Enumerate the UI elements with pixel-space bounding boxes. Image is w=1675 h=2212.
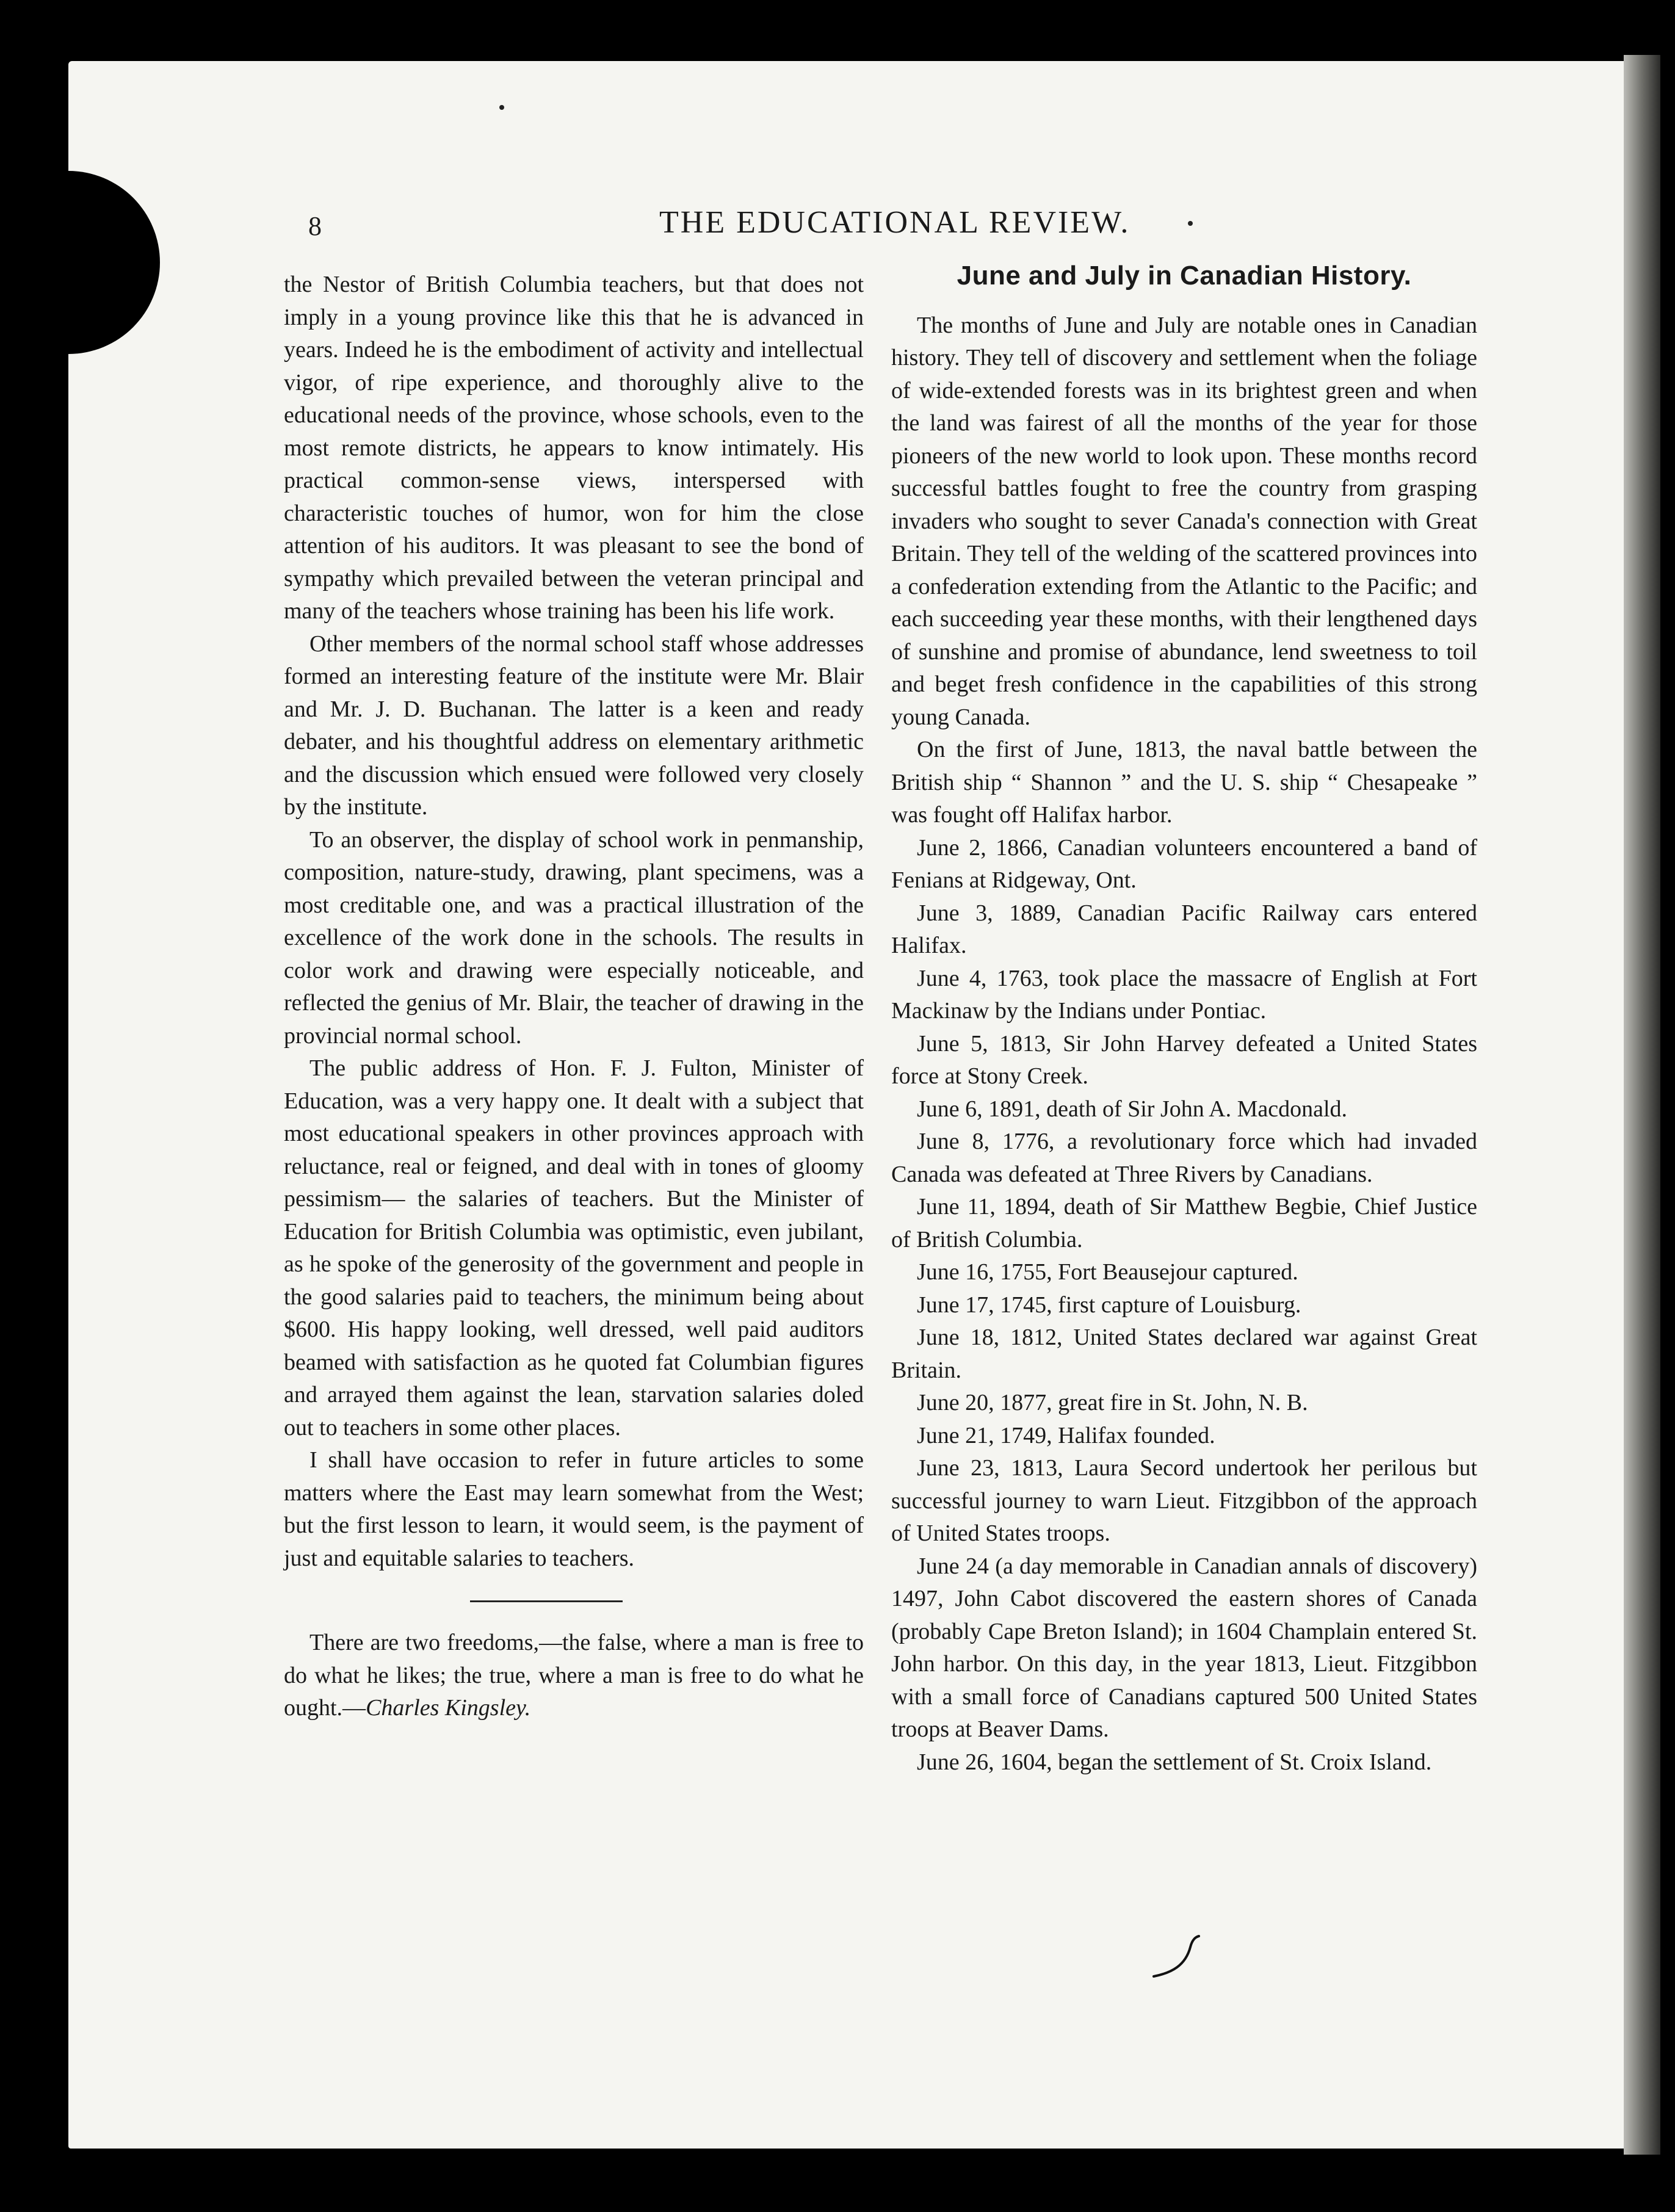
history-entry: June 20, 1877, great fire in St. John, N. B. — [917, 1390, 1308, 1415]
history-entry: June 3, 1889, Canadian Pacific Railway cars entered Halifax. — [891, 900, 1477, 958]
history-entry: June 17, 1745, first capture of Louisburg. — [917, 1292, 1301, 1318]
print-speck — [1188, 221, 1193, 226]
history-entry: On the first of June, 1813, the naval battle between the British ship “ Shannon ” and the U. S. ship “ Chesapeake ” was fought off Halifax harbor. — [891, 737, 1477, 828]
running-title: THE EDUCATIONAL REVIEW. — [659, 205, 1131, 240]
pencil-mark — [1148, 1929, 1209, 1984]
paragraph: I shall have occasion to refer in future articles to some matters where the East may learn somewhat from the West; but the first lesson to learn, it would seem, is the payment of just and equitable salaries to teachers. — [284, 1447, 864, 1571]
section-divider — [470, 1600, 623, 1602]
history-entry: June 16, 1755, Fort Beausejour captured. — [917, 1259, 1298, 1285]
history-entry: June 23, 1813, Laura Secord undertook her perilous but successful journey to warn Lieut. Fitzgibbon of the approach of United States troops. — [891, 1455, 1477, 1546]
paragraph: To an observer, the display of school work in penmanship, composition, nature-study, drawing, plant specimens, was a most creditable one, and was a practical illustration of the excellence of the work done in the schools. The results in color work and drawing were especially noticeable, and reflected the genius of Mr. Blair, the teacher of drawing in the provincial normal school. — [284, 826, 864, 1049]
history-entry: June 8, 1776, a revolutionary force which had invaded Canada was defeated at Three Rivers by Canadians. — [891, 1129, 1477, 1187]
quote-text: There are two freedoms,—the false, where a man is free to do what he likes; the true, where a man is free to do what he ought.— — [284, 1630, 864, 1721]
paragraph: Other members of the normal school staff whose addresses formed an interesting feature of the institute were Mr. Blair and Mr. J. D. Buchanan. The latter is a keen and ready debater, and his thoughtful address on elementary arithmetic and the discussion which ensued were followed very closely by the institute. — [284, 631, 864, 820]
right-column — [891, 259, 1477, 1779]
history-entry: June 2, 1866, Canadian volunteers encountered a band of Fenians at Ridgeway, Ont. — [891, 834, 1477, 893]
history-entry: June 6, 1891, death of Sir John A. Macdonald. — [917, 1096, 1348, 1122]
history-entry: June 11, 1894, death of Sir Matthew Begbie, Chief Justice of British Columbia. — [891, 1194, 1477, 1252]
kingsley-quote — [284, 1627, 864, 1725]
history-entry: June 18, 1812, United States declared war against Great Britain. — [891, 1325, 1477, 1383]
page-edge-shadow — [1624, 55, 1660, 2155]
history-entry: June 24 (a day memorable in Canadian annals of discovery) 1497, John Cabot discovered the eastern shores of Canada (probably Cape Breton Island); in 1604 Champlain entered St. John harbor. On this day, in the year 1813, Lieut. Fitzgibbon with a small force of Canadians captured 500 United States troops at Beaver Dams. — [891, 1553, 1477, 1742]
paragraph: the Nestor of British Columbia teachers, but that does not imply in a young province like this that he is advanced in years. Indeed he is the embodiment of activity and intellectual vigor, of ripe experience, and thoroughly alive to the educational needs of the province, whose schools, even to the most remote districts, he appears to know intimately. His practical common-sense views, interspersed with characteristic touches of humor, won for him the close attention of his auditors. It was pleasant to see the bond of sympathy which prevailed between the veteran principal and many of the teachers whose training has been his life work. — [284, 272, 864, 624]
history-entry: June 21, 1749, Halifax founded. — [917, 1422, 1215, 1448]
history-entry: June 26, 1604, began the settlement of St. Croix Island. — [917, 1749, 1432, 1775]
page-number: 8 — [308, 211, 322, 241]
print-speck — [499, 105, 504, 110]
paragraph: The public address of Hon. F. J. Fulton, Minister of Education, was a very happy one. It dealt with a subject that most educational speakers in other provinces approach with reluctance, real or feigned, and deal with in tones of gloomy pessimism— the salaries of teachers. But the Minister of Education for British Columbia was optimistic, even jubilant, as he spoke of the generosity of the government and people in the good salaries paid to teachers, the minimum being about $600. His happy looking, well dressed, well paid auditors beamed with satisfaction as he quoted fat Columbian figures and arrayed them against the lean, starvation salaries doled out to teachers in some other places. — [284, 1055, 864, 1440]
history-entry: June 4, 1763, took place the massacre of English at Fort Mackinaw by the Indians under Pontiac. — [891, 965, 1477, 1024]
article-title: June and July in Canadian History. — [957, 261, 1412, 291]
history-entry: June 5, 1813, Sir John Harvey defeated a United States force at Stony Creek. — [891, 1030, 1477, 1089]
quote-author: Charles Kingsley. — [366, 1695, 531, 1721]
article-intro: The months of June and July are notable ones in Canadian history. They tell of discovery and settlement when the foliage of wide-extended forests was in its brightest green and when the land was fairest of all the months of the year for those pioneers of the new world to look upon. These months record successful battles fought to free the country from grasping invaders who sought to sever Canada's connection with Great Britain. They tell of the welding of the scattered provinces into a confederation extending from the Atlantic to the Pacific; and each succeeding year these months, with their lengthened days of sunshine and promise of abundance, lend sweetness to toil and beget fresh confidence in the capabilities of this strong young Canada. — [891, 312, 1477, 730]
left-column — [284, 269, 864, 1725]
